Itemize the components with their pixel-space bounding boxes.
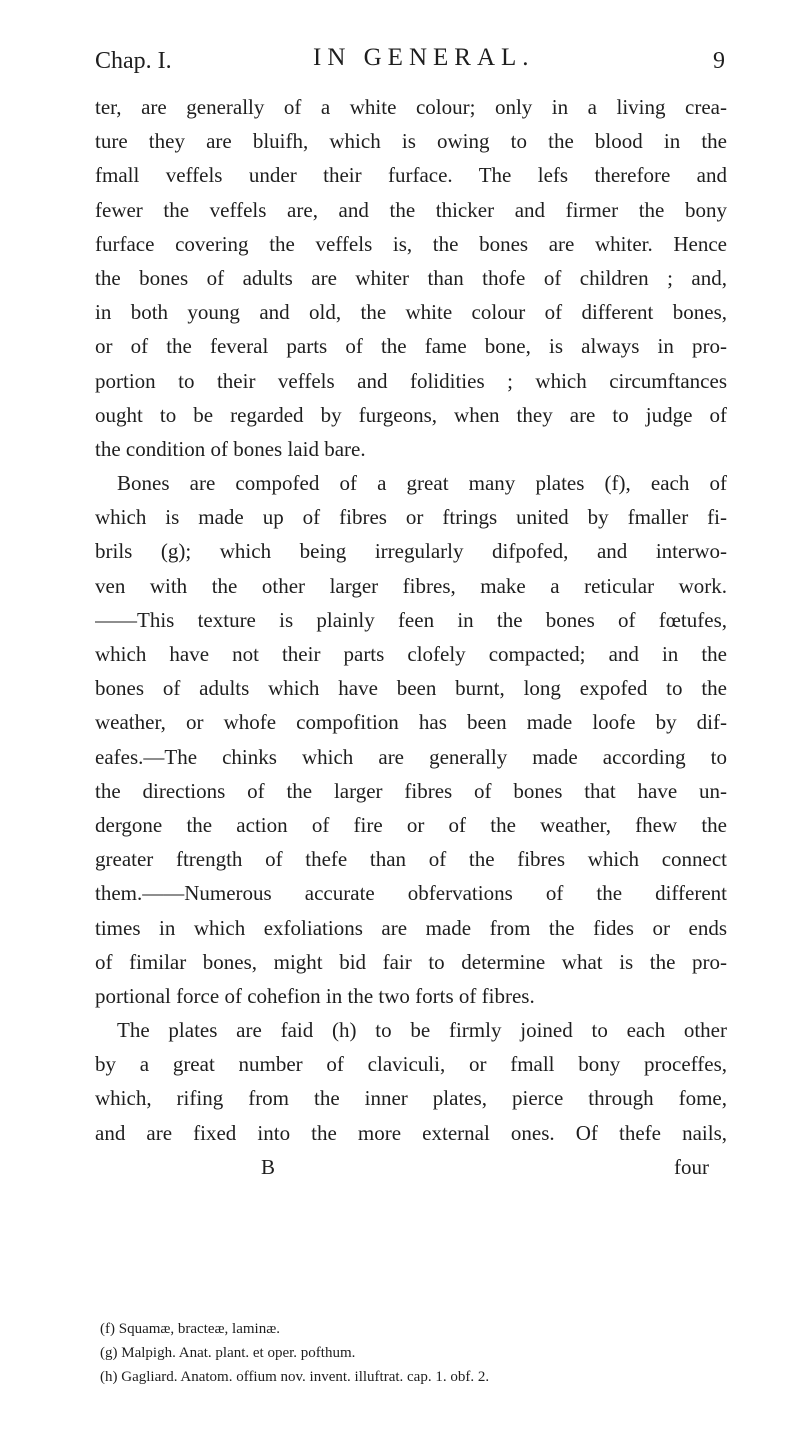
text-line: greater ftrength of thefe than of the fibres which connect xyxy=(95,847,727,872)
footnote: (g) Malpigh. Anat. plant. et oper. pofthum. xyxy=(100,1345,356,1361)
text-line: the bones of adults are whiter than thofe of children ; and, xyxy=(95,265,727,290)
text-line: dergone the action of fire or of the weather, fhew the xyxy=(95,812,727,837)
text-line: portion to their veffels and folidities ; which circumftances xyxy=(95,368,727,393)
signature-line xyxy=(95,1150,727,1184)
text-line: them.——Numerous accurate obfervations of the different xyxy=(95,881,727,906)
running-title: IN GENERAL. xyxy=(313,44,535,71)
body-text xyxy=(95,90,727,1184)
text-line: of fimilar bones, might bid fair to determine what is the pro- xyxy=(95,949,727,974)
catchword: four xyxy=(674,1154,709,1179)
text-line: ven with the other larger fibres, make a reticular work. xyxy=(95,573,727,598)
text-line: which have not their parts clofely compacted; and in the xyxy=(95,642,727,666)
text-line: or of the feveral parts of the fame bone, is always in pro- xyxy=(95,334,727,359)
page-number: 9 xyxy=(713,48,725,74)
text-line: which, rifing from the inner plates, pierce through fome, xyxy=(95,1086,727,1111)
footnote: (f) Squamæ, bracteæ, laminæ. xyxy=(100,1321,280,1337)
text-line: Bones are compofed of a great many plates (f), each of xyxy=(117,471,727,496)
text-line: by a great number of claviculi, or fmall bony proceffes, xyxy=(95,1052,727,1077)
text-line: ought to be regarded by furgeons, when they are to judge of xyxy=(95,402,727,427)
running-header xyxy=(95,44,725,80)
text-line: ture they are bluifh, which is owing to the blood in the xyxy=(95,129,727,154)
text-line: the condition of bones laid bare. xyxy=(95,436,366,461)
text-line: times in which exfoliations are made from the fides or ends xyxy=(95,915,727,940)
text-line: The plates are faid (h) to be firmly joined to each other xyxy=(117,1018,727,1043)
chapter-label: Chap. I. xyxy=(95,48,172,74)
text-line: bones of adults which have been burnt, long expofed to the xyxy=(95,676,727,701)
footnotes xyxy=(100,1317,720,1389)
text-line: which is made up of fibres or ftrings united by fmaller fi- xyxy=(95,505,727,530)
text-line: furface covering the veffels is, the bones are whiter. Hence xyxy=(95,231,727,256)
text-line: fewer the veffels are, and the thicker and firmer the bony xyxy=(95,197,727,222)
text-line: portional force of cohefion in the two forts of fibres. xyxy=(95,983,535,1008)
signature-mark: B xyxy=(261,1154,276,1179)
footnote: (h) Gagliard. Anatom. offium nov. invent. illuftrat. cap. 1. obf. 2. xyxy=(100,1369,490,1385)
text-line: the directions of the larger fibres of bones that have un- xyxy=(95,778,727,803)
text-line: weather, or whofe compofition has been made loofe by dif- xyxy=(95,710,727,735)
text-line: eafes.—The chinks which are generally made according to xyxy=(95,744,727,769)
text-line: ——This texture is plainly feen in the bones of fœtufes, xyxy=(95,607,727,632)
text-line: ter, are generally of a white colour; only in a living crea- xyxy=(95,95,727,119)
text-line: and are fixed into the more external ones. Of thefe nails, xyxy=(95,1120,727,1145)
text-line: in both young and old, the white colour of different bones, xyxy=(95,300,727,325)
text-line: brils (g); which being irregularly difpofed, and interwo- xyxy=(95,539,727,564)
text-line: fmall veffels under their furface. The lefs therefore and xyxy=(95,163,727,188)
